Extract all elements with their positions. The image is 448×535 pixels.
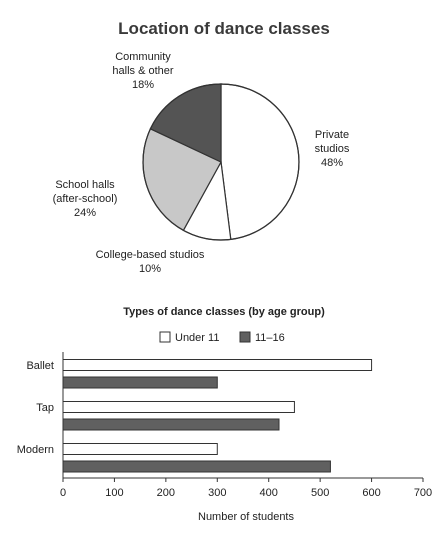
bar bbox=[63, 377, 217, 388]
x-tick-label: 200 bbox=[156, 487, 176, 499]
bar-chart bbox=[17, 352, 432, 499]
bar bbox=[63, 461, 330, 472]
bar bbox=[63, 360, 372, 371]
category-label: Tap bbox=[36, 402, 54, 414]
category-label: Ballet bbox=[26, 360, 54, 372]
legend-label: 11–16 bbox=[255, 332, 285, 344]
pie-slice-label: School halls (after-school) 24% bbox=[52, 179, 118, 219]
x-axis-label: Number of students bbox=[198, 511, 294, 523]
x-tick-label: 500 bbox=[310, 487, 330, 499]
x-tick-label: 100 bbox=[105, 487, 124, 499]
bar bbox=[63, 402, 294, 413]
bar-legend bbox=[160, 332, 285, 344]
legend-swatch bbox=[160, 332, 170, 342]
legend-swatch bbox=[240, 332, 250, 342]
x-tick-label: 0 bbox=[59, 487, 67, 499]
x-tick-label: 300 bbox=[208, 487, 227, 499]
pie-slice-label: Private studios 48% bbox=[314, 129, 350, 169]
pie-slice bbox=[221, 84, 299, 239]
x-tick-label: 400 bbox=[259, 487, 278, 499]
x-tick-label: 600 bbox=[362, 487, 381, 499]
bar bbox=[63, 444, 217, 455]
pie-chart bbox=[143, 84, 299, 240]
legend-label: Under 11 bbox=[175, 332, 220, 344]
x-tick-label: 700 bbox=[413, 487, 433, 499]
pie-slice-label: Community halls & other 18% bbox=[112, 51, 174, 91]
pie-chart-title: Location of dance classes bbox=[118, 19, 330, 38]
bar-chart-title: Types of dance classes (by age group) bbox=[123, 306, 325, 318]
pie-slice-label: College-based studios 10% bbox=[95, 249, 205, 275]
category-label: Modern bbox=[16, 444, 54, 456]
bar bbox=[63, 419, 279, 430]
